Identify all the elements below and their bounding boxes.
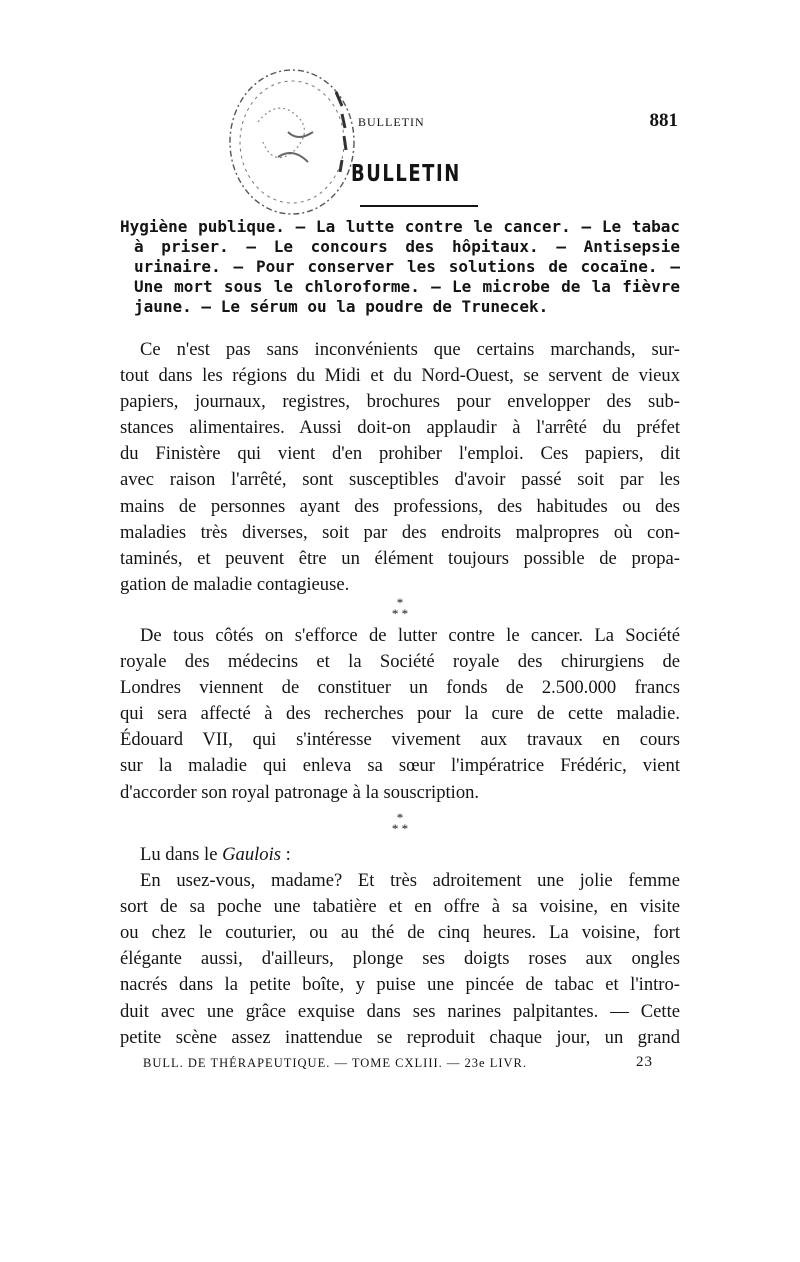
text-line: maladies très diverses, soit par des endroits malpropres où con- — [120, 521, 680, 543]
text-line: papiers, journaux, registres, brochures pour envelopper des sub- — [120, 391, 680, 413]
running-title: BULLETIN — [358, 115, 425, 129]
summary-line: jaune. — Le sérum ou la poudre de Trunecek. — [134, 297, 549, 316]
page-number: 881 — [649, 110, 678, 131]
text-line: gation de maladie contagieuse. — [120, 573, 350, 595]
text-line: avec raison l'arrêté, sont susceptibles d'avoir passé soit par les — [120, 469, 680, 491]
text-line: tout dans les régions du Midi et du Nord-Ouest, se servent de vieux — [120, 365, 680, 387]
summary-block — [120, 217, 680, 317]
text-line: élégante aussi, d'ailleurs, plonge ses doigts roses aux ongles — [120, 948, 680, 970]
asterism-bottom: * * — [391, 821, 409, 836]
asterism-bottom: * * — [391, 606, 409, 621]
summary-line: à priser. — Le concours des hôpitaux. — Antisepsie — [134, 237, 680, 256]
text-line: Édouard VII, qui s'intéresse vivement aux travaux en cours — [120, 729, 680, 751]
asterism-separator — [380, 812, 420, 836]
summary-line: Hygiène publique. — La lutte contre le cancer. — Le tabac — [120, 217, 680, 236]
asterism-top: * — [396, 595, 404, 610]
text-line: ou chez le couturier, ou au thé de cinq heures. La voisine, fort — [120, 922, 680, 944]
summary-line: Une mort sous le chloroforme. — Le microbe de la fièvre — [134, 277, 680, 296]
text-line: taminés, et peuvent être un élément toujours possible de propa- — [120, 547, 680, 569]
paragraph-cancer-fund — [120, 623, 680, 806]
intro-line — [120, 842, 680, 868]
text-line: Londres viennent de constituer un fonds de 2.500.000 francs — [120, 677, 680, 699]
footer-signature-number: 23 — [636, 1054, 653, 1070]
asterism-separator — [380, 597, 420, 621]
text-line: nacrés dans la petite boîte, y puise une pincée de tabac et l'intro- — [120, 974, 680, 996]
paragraph-paper-wrapping — [120, 337, 680, 598]
footer-citation: BULL. DE THÉRAPEUTIQUE. — TOME CXLIII. — 23e LIVR. — [143, 1056, 527, 1070]
text-line: En usez-vous, madame? Et très adroitement une jolie femme — [140, 870, 680, 892]
text-line: mains de personnes ayant des professions, des habitudes ou des — [120, 495, 680, 517]
text-line: stances alimentaires. Aussi doit-on applaudir à l'arrêté du préfet — [120, 417, 680, 439]
text-line: sur la maladie qui enleva sa sœur l'impératrice Frédéric, vient — [120, 755, 680, 777]
title-rule — [360, 205, 478, 207]
text-line: De tous côtés on s'efforce de lutter contre le cancer. La Société — [140, 625, 680, 646]
paragraph-snuff — [120, 842, 680, 1051]
newspaper-name: Gaulois — [222, 844, 281, 865]
running-head — [358, 110, 678, 130]
text-line: royale des médecins et la Société royale des chirurgiens de — [120, 651, 680, 673]
page-footer — [143, 1054, 653, 1074]
asterism-top: * — [396, 810, 404, 825]
intro-prefix: Lu dans le — [140, 844, 223, 865]
intro-suffix: : — [281, 844, 291, 865]
text-line: petite scène assez inattendue se reproduit chaque jour, un grand — [120, 1026, 680, 1048]
text-line: duit avec une grâce exquise dans ses narines palpitantes. — Cette — [120, 1000, 680, 1022]
section-title: BULLETIN — [351, 161, 461, 187]
text-line: sort de sa poche une tabatière et en offre à sa voisine, en visite — [120, 896, 680, 918]
text-line: du Finistère qui vient d'en prohiber l'emploi. Ces papiers, dit — [120, 443, 680, 465]
library-stamp — [218, 62, 362, 230]
text-line: d'accorder son royal patronage à la souscription. — [120, 781, 480, 803]
text-line: qui sera affecté à des recherches pour la cure de cette maladie. — [120, 703, 680, 725]
summary-line: urinaire. — Pour conserver les solutions de cocaïne. — — [134, 257, 680, 276]
text-line: Ce n'est pas sans inconvénients que certains marchands, sur- — [140, 339, 680, 360]
